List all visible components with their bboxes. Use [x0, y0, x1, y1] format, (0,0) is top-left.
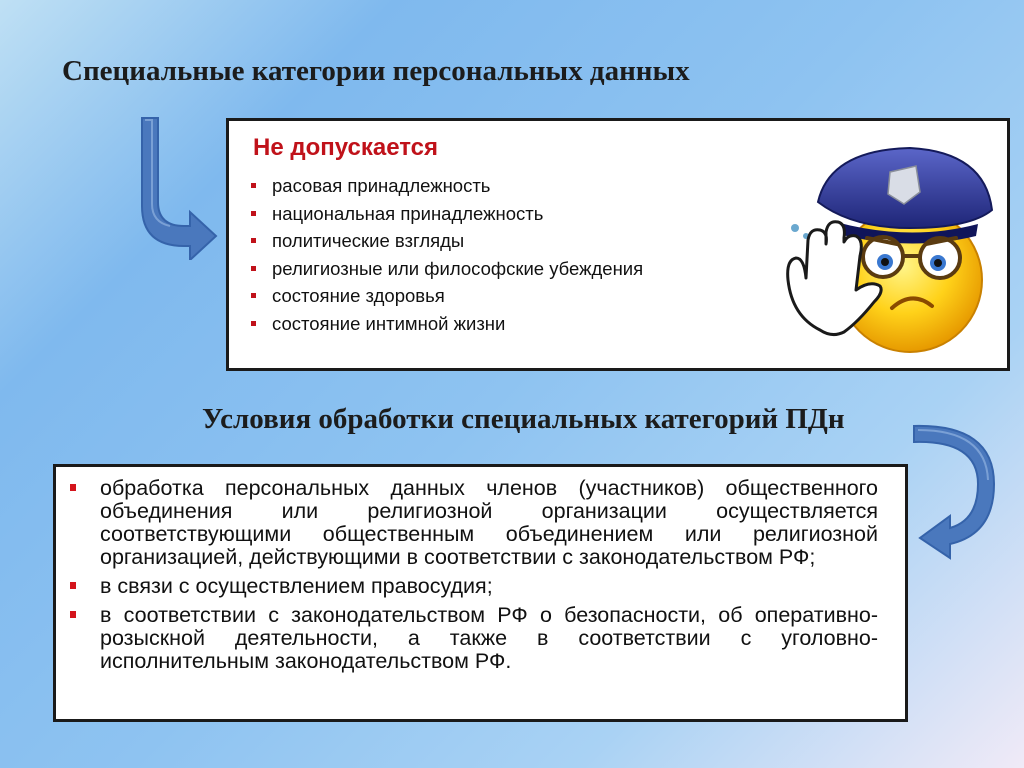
- list-item: [251, 255, 643, 283]
- list-item-text: религиозные или философские убеждения: [272, 257, 644, 279]
- bullet-icon: [70, 611, 76, 618]
- curved-arrow-down-left-icon: [910, 420, 1002, 570]
- conditions-list: [70, 477, 878, 673]
- bullet-icon: [70, 484, 76, 491]
- list-item-text: обработка персональных данных членов (участников) общественного объединения или религиозной организации осуществляется соответствующими общественным объединением или религиозной организацией, действующими в соответствии с законодательством РФ;: [100, 476, 878, 569]
- bullet-icon: [251, 293, 256, 298]
- list-item: [70, 477, 878, 569]
- list-item: [251, 200, 643, 228]
- list-item: [70, 604, 878, 673]
- bullet-icon: [251, 266, 256, 271]
- list-item-text: расовая принадлежность: [272, 175, 491, 196]
- list-item-text: политические взгляды: [272, 230, 465, 251]
- bullet-icon: [251, 183, 256, 188]
- slide-title: Специальные категории персональных данных: [62, 55, 690, 87]
- list-item-text: национальная принадлежность: [272, 202, 544, 224]
- bullet-icon: [70, 582, 76, 589]
- list-item-text: в соответствии с законодательством РФ о безопасности, об оперативно-розыскной деятельности, а также в соответствии с уголовно-исполнительным законодательством РФ.: [100, 603, 878, 673]
- list-item: [251, 282, 643, 310]
- list-item: [70, 575, 878, 598]
- conditions-panel: [53, 464, 908, 722]
- policeman-emoji-icon: [770, 140, 1000, 360]
- bullet-icon: [251, 321, 256, 326]
- section-title: Условия обработки специальных категорий ПДн: [202, 403, 845, 435]
- list-item: [251, 227, 643, 255]
- prohibited-list: [251, 172, 643, 337]
- list-item: [251, 172, 643, 200]
- bullet-icon: [251, 238, 256, 243]
- list-item-text: состояние здоровья: [272, 285, 445, 306]
- panel-heading: Не допускается: [253, 134, 439, 161]
- curved-arrow-down-right-icon: [130, 110, 222, 260]
- list-item-text: состояние интимной жизни: [272, 312, 506, 334]
- list-item: [251, 310, 643, 338]
- bullet-icon: [251, 211, 256, 216]
- list-item-text: в связи с осуществлением правосудия;: [100, 574, 493, 598]
